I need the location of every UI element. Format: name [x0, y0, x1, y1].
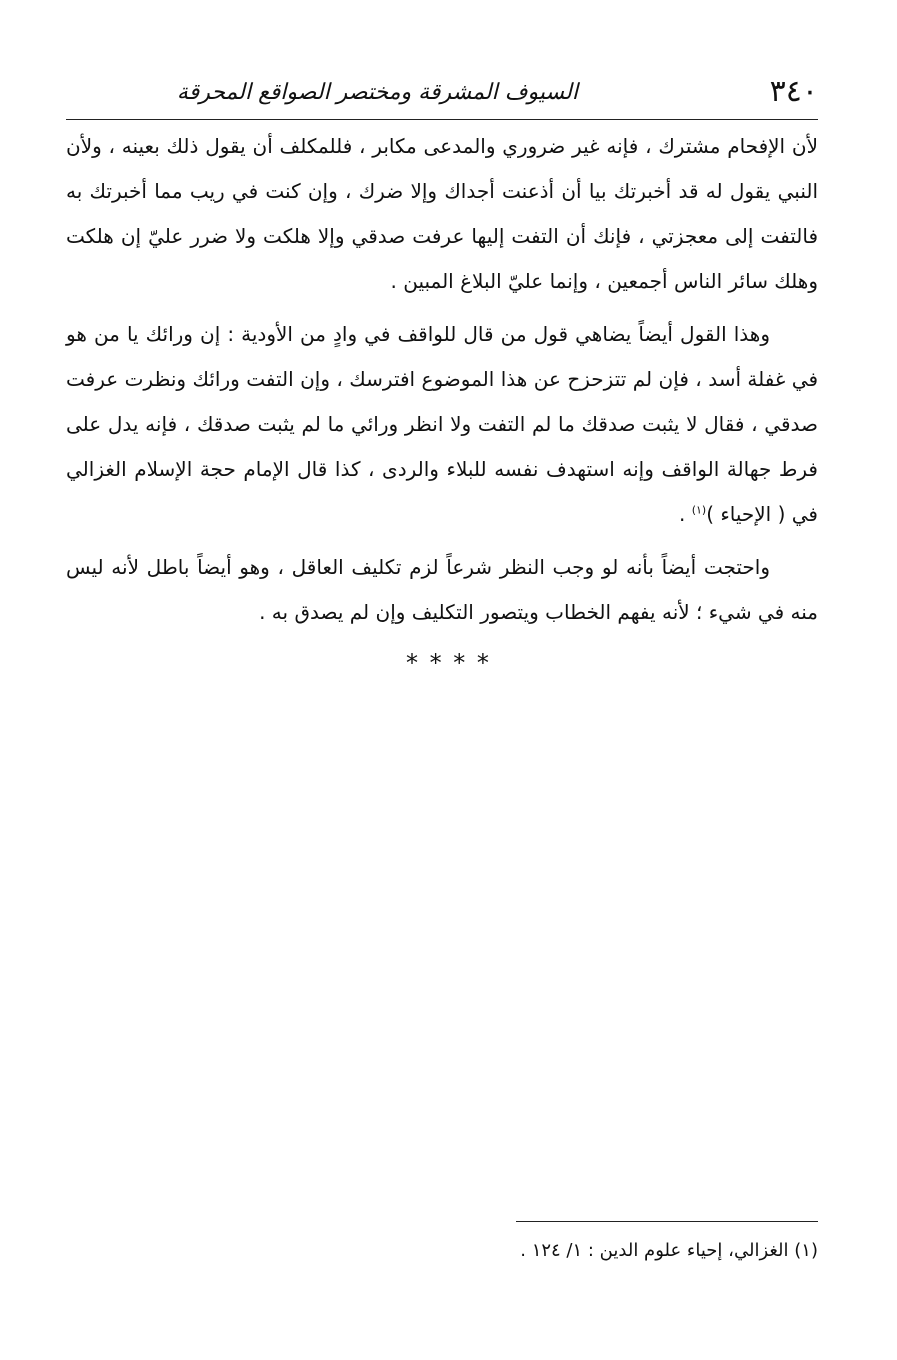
paragraph-1: لأن الإفحام مشترك ، فإنه غير ضروري والمدعى مكابر ، فللمكلف أن يقول ذلك بعينه ، ولأن النبي يقول له قد أخبرتك بيا أن أذعنت أجداك وإلا ضرك ، وإن كنت في ريب مما أخبرتك به فالتفت إلى معجزتي ، فإنك أن التفت إليها عرفت صدقي وإلا هلكت ولا ضرر عليّ إن هلكت وهلك سائر الناس أجمعين ، وإنما عليّ البلاغ المبين . [66, 134, 818, 293]
main-text [66, 124, 818, 635]
paragraph-2-text: وهذا القول أيضاً يضاهي قول من قال للواقف في وادٍ من الأودية : إن ورائك يا من هو في غفلة أسد ، فإن لم تتزحزح عن هذا الموضوع افترسك ، وإن التفت ورائك ونظرت عرفت صدقي ، فقال لا يثبت صدقك ما لم التفت ولا انظر ورائي ما لم يثبت صدقك ، فإنه يدل على فرط جهالة الواقف وإنه استهدف نفسه للبلاء والردى ، كذا قال الإمام حجة الإسلام الغزالي في ( الإحياء ) [66, 322, 818, 526]
page-number: ٣٤٠ [769, 74, 818, 109]
paragraph-3: واحتجت أيضاً بأنه لو وجب النظر شرعاً لزم تكليف العاقل ، وهو أيضاً باطل لأنه ليس منه في شيء ؛ لأنه يفهم الخطاب ويتصور التكليف وإن لم يصدق به . [66, 555, 818, 624]
section-separator: * * * * [406, 649, 491, 677]
header-rule [66, 119, 818, 120]
running-title: السيوف المشرقة ومختصر الصواقع المحرقة [176, 80, 578, 105]
footnote-1: (١) الغزالي، إحياء علوم الدين : ١/ ١٢٤ . [520, 1240, 818, 1261]
paragraph-2 [66, 312, 818, 537]
page-header [66, 72, 818, 118]
footnote-reference: (١) [691, 503, 707, 517]
footnote-rule [516, 1221, 818, 1222]
paragraph-2-end: . [678, 502, 692, 526]
